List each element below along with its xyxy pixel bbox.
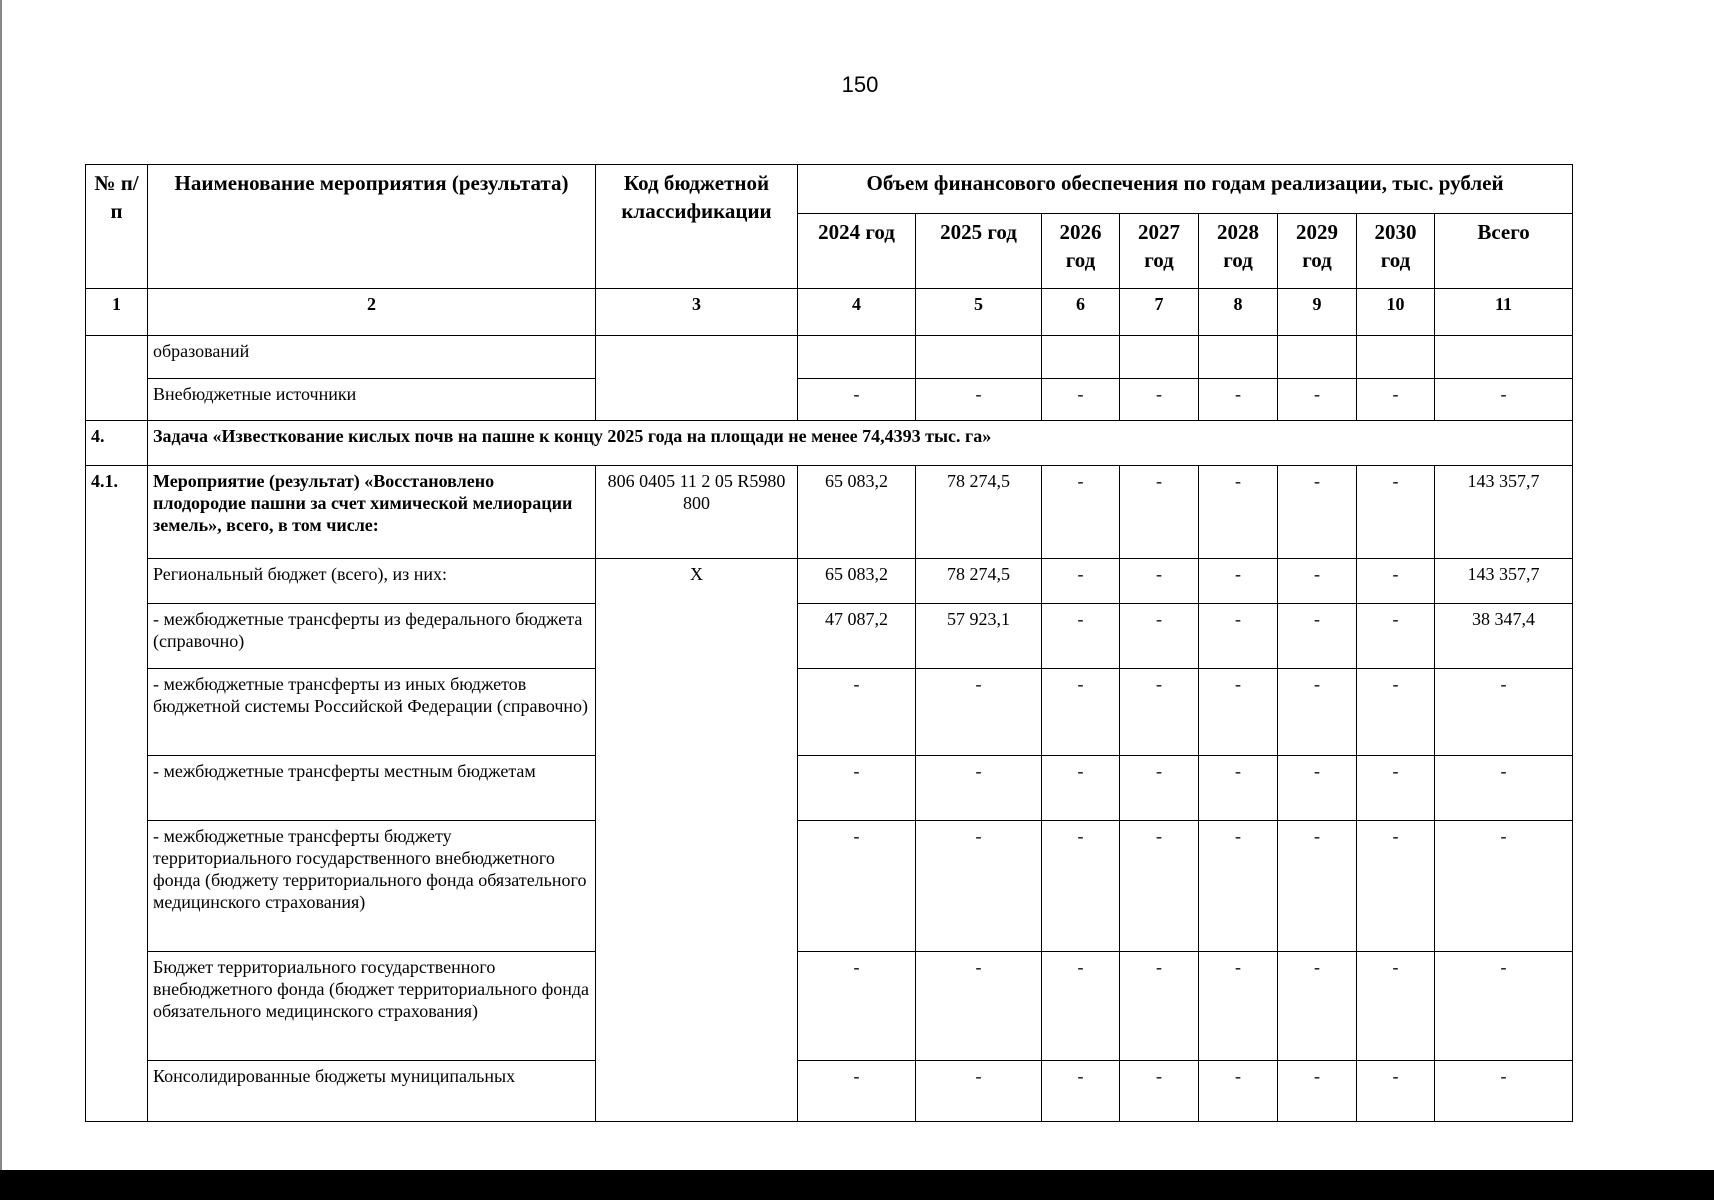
column-number: 1 [86, 289, 148, 336]
row-name: - межбюджетные трансферты местным бюджетам [148, 756, 596, 821]
value-cell: - [1042, 756, 1120, 821]
value-cell [1042, 336, 1120, 379]
value-cell: - [1199, 559, 1278, 604]
row-name: Внебюджетные источники [148, 379, 596, 421]
column-number: 10 [1357, 289, 1435, 336]
value-cell: - [1435, 821, 1573, 952]
row-name: - межбюджетные трансферты из федерального бюджета (справочно) [148, 604, 596, 669]
financing-table [85, 164, 1573, 1122]
value-cell: 65 083,2 [798, 466, 916, 559]
table-row [86, 466, 1573, 559]
column-number: 5 [916, 289, 1042, 336]
value-cell: - [916, 669, 1042, 756]
value-cell: - [1199, 952, 1278, 1061]
header-year-2026: 2026 год [1042, 214, 1120, 289]
value-cell: - [1357, 604, 1435, 669]
scan-bottom-band [0, 1170, 1714, 1200]
value-cell: - [1199, 466, 1278, 559]
value-cell: - [1120, 952, 1199, 1061]
value-cell: - [798, 952, 916, 1061]
value-cell: - [1278, 669, 1357, 756]
table-row [86, 336, 1573, 379]
column-number: 6 [1042, 289, 1120, 336]
value-cell: - [1120, 379, 1199, 421]
header-year-2025: 2025 год [916, 214, 1042, 289]
value-cell: - [1435, 756, 1573, 821]
value-cell: - [1042, 1061, 1120, 1122]
header-year-2024: 2024 год [798, 214, 916, 289]
row-num: 4.1. [86, 466, 148, 1122]
value-cell: - [1120, 1061, 1199, 1122]
task-title: Задача «Известкование кислых почв на пашне к концу 2025 года на площади не менее 74,4393 тыс. га» [148, 421, 1573, 466]
value-cell: - [1042, 379, 1120, 421]
value-cell: - [1357, 1061, 1435, 1122]
row-num-cell [86, 336, 148, 421]
column-numbers-row [86, 289, 1573, 336]
row-name: Бюджет территориального государственного внебюджетного фонда (бюджет территориального фонда обязательного медицинского страхования) [148, 952, 596, 1061]
task-row [86, 421, 1573, 466]
table-row [86, 604, 1573, 669]
value-cell: - [1120, 604, 1199, 669]
value-cell: - [916, 1061, 1042, 1122]
task-num: 4. [86, 421, 148, 466]
value-cell: - [1120, 821, 1199, 952]
value-cell: - [1435, 669, 1573, 756]
header-year-2028: 2028 год [1199, 214, 1278, 289]
value-cell: - [1042, 466, 1120, 559]
value-cell: 143 357,7 [1435, 559, 1573, 604]
table-row [86, 821, 1573, 952]
value-cell: - [1199, 821, 1278, 952]
budget-code: 806 0405 11 2 05 R5980 800 [596, 466, 798, 559]
value-cell: - [798, 1061, 916, 1122]
value-cell: - [1357, 821, 1435, 952]
row-code-cell [596, 336, 798, 421]
value-cell: - [1199, 604, 1278, 669]
value-cell: - [1357, 379, 1435, 421]
value-cell [1357, 336, 1435, 379]
value-cell: 38 347,4 [1435, 604, 1573, 669]
column-number: 8 [1199, 289, 1278, 336]
value-cell [1435, 336, 1573, 379]
value-cell: 65 083,2 [798, 559, 916, 604]
row-name: Консолидированные бюджеты муниципальных [148, 1061, 596, 1122]
table-row [86, 559, 1573, 604]
value-cell: - [1278, 559, 1357, 604]
column-number: 7 [1120, 289, 1199, 336]
table-row [86, 952, 1573, 1061]
row-name: Региональный бюджет (всего), из них: [148, 559, 596, 604]
table-row [86, 1061, 1573, 1122]
value-cell: - [1357, 952, 1435, 1061]
header-num: № п/п [86, 165, 148, 289]
page-number: 150 [841, 72, 879, 97]
row-name: - межбюджетные трансферты из иных бюджетов бюджетной системы Российской Федерации (справочно) [148, 669, 596, 756]
value-cell: - [1042, 821, 1120, 952]
value-cell: - [1357, 756, 1435, 821]
value-cell: - [1199, 379, 1278, 421]
header-year-2030: 2030 год [1357, 214, 1435, 289]
table-row [86, 379, 1573, 421]
value-cell: - [1435, 1061, 1573, 1122]
header-year-2029: 2029 год [1278, 214, 1357, 289]
header-name: Наименование мероприятия (результата) [148, 165, 596, 289]
value-cell: - [1120, 669, 1199, 756]
value-cell [1199, 336, 1278, 379]
value-cell: 57 923,1 [916, 604, 1042, 669]
value-cell: - [1042, 559, 1120, 604]
value-cell: - [1120, 559, 1199, 604]
column-number: 11 [1435, 289, 1573, 336]
value-cell: - [916, 821, 1042, 952]
row-name: - межбюджетные трансферты бюджету территориального государственного внебюджетного фонда (бюджету территориального фонда обязательного медицинского страхования) [148, 821, 596, 952]
value-cell: - [1199, 1061, 1278, 1122]
value-cell: - [1435, 952, 1573, 1061]
header-volume: Объем финансового обеспечения по годам реализации, тыс. рублей [798, 165, 1573, 214]
value-cell: - [798, 756, 916, 821]
value-cell: - [798, 821, 916, 952]
value-cell: - [798, 669, 916, 756]
budget-code: X [596, 559, 798, 1122]
scan-left-edge [0, 0, 2, 1170]
value-cell: - [1357, 466, 1435, 559]
value-cell: - [1435, 379, 1573, 421]
value-cell: - [1199, 669, 1278, 756]
value-cell: - [1278, 1061, 1357, 1122]
value-cell: - [1042, 604, 1120, 669]
value-cell [1120, 336, 1199, 379]
value-cell [916, 336, 1042, 379]
value-cell: 78 274,5 [916, 559, 1042, 604]
value-cell: - [916, 379, 1042, 421]
value-cell: - [1278, 756, 1357, 821]
value-cell: 78 274,5 [916, 466, 1042, 559]
column-number: 9 [1278, 289, 1357, 336]
value-cell: - [1278, 466, 1357, 559]
value-cell: - [916, 952, 1042, 1061]
value-cell: - [1278, 604, 1357, 669]
value-cell: - [1278, 379, 1357, 421]
header-row [86, 165, 1573, 214]
column-number: 2 [148, 289, 596, 336]
value-cell: - [1357, 559, 1435, 604]
header-year-2027: 2027 год [1120, 214, 1199, 289]
table-row [86, 669, 1573, 756]
value-cell: - [1120, 466, 1199, 559]
header-total: Всего [1435, 214, 1573, 289]
value-cell: - [1278, 952, 1357, 1061]
column-number: 3 [596, 289, 798, 336]
value-cell: - [1278, 821, 1357, 952]
value-cell: - [1357, 669, 1435, 756]
row-name: Мероприятие (результат) «Восстановлено плодородие пашни за счет химической мелиорации земель», всего, в том числе: [148, 466, 596, 559]
value-cell: - [1042, 669, 1120, 756]
value-cell: - [798, 379, 916, 421]
table-row [86, 756, 1573, 821]
value-cell: - [1120, 756, 1199, 821]
value-cell: 47 087,2 [798, 604, 916, 669]
value-cell: - [916, 756, 1042, 821]
value-cell: - [1042, 952, 1120, 1061]
header-code: Код бюджетной классификации [596, 165, 798, 289]
value-cell: - [1199, 756, 1278, 821]
row-name: образований [148, 336, 596, 379]
value-cell: 143 357,7 [1435, 466, 1573, 559]
column-number: 4 [798, 289, 916, 336]
value-cell [1278, 336, 1357, 379]
value-cell [798, 336, 916, 379]
